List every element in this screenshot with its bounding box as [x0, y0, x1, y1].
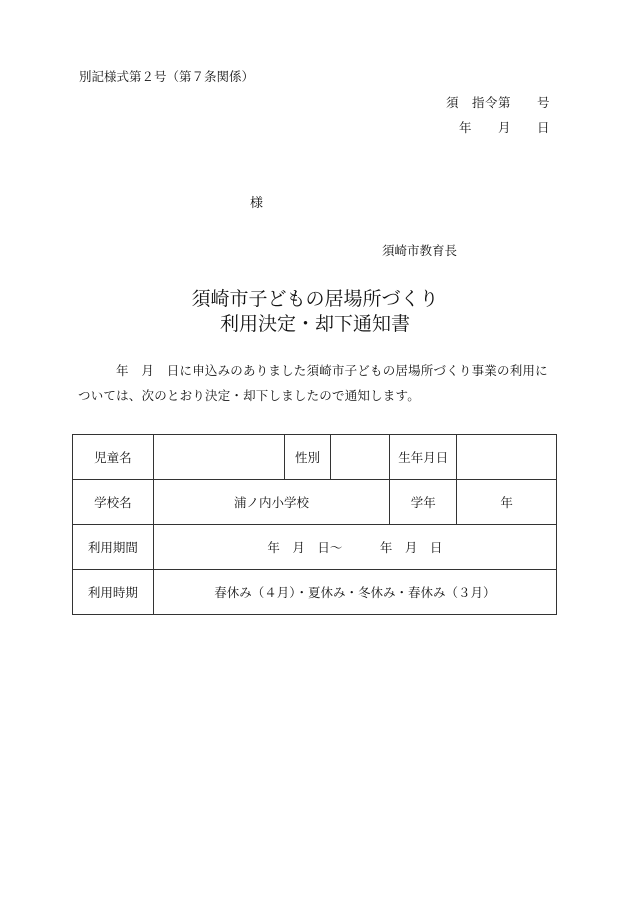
school-value: 浦ノ内小学校	[153, 480, 389, 525]
table-row	[73, 570, 557, 615]
form-label: 別記様式第２号（第７条関係）	[79, 69, 255, 84]
birthdate-value	[457, 435, 557, 480]
child-name-label: 児童名	[73, 435, 154, 480]
birthdate-label: 生年月日	[390, 435, 457, 480]
grade-value: 年	[457, 480, 557, 525]
issue-date: 年 月 日	[458, 120, 550, 135]
child-name-value	[153, 435, 284, 480]
school-label: 学校名	[73, 480, 154, 525]
issuer-name: 須崎市教育長	[382, 243, 458, 258]
period-label: 利用期間	[73, 525, 154, 570]
period-value: 年 月 日～ 年 月 日	[153, 525, 556, 570]
document-title-line1: 須崎市子どもの居場所づくり	[191, 288, 439, 310]
details-table	[72, 434, 557, 615]
timing-value: 春休み（４月）・夏休み・冬休み・春休み（３月）	[153, 570, 556, 615]
reference-number: 須 指令第 号	[445, 95, 550, 110]
table-row	[73, 480, 557, 525]
timing-label: 利用時期	[73, 570, 154, 615]
gender-label: 性別	[284, 435, 331, 480]
gender-value	[331, 435, 390, 480]
table-row	[73, 525, 557, 570]
document-title-line2: 利用決定・却下通知書	[219, 313, 410, 335]
addressee-honorific: 様	[250, 196, 264, 211]
table-row	[73, 435, 557, 480]
grade-label: 学年	[390, 480, 457, 525]
notice-body-text: 年 月 日に申込みのありました須崎市子どもの居場所づくり事業の利用については、次のとおり決定・却下しましたので通知します。	[78, 363, 548, 403]
